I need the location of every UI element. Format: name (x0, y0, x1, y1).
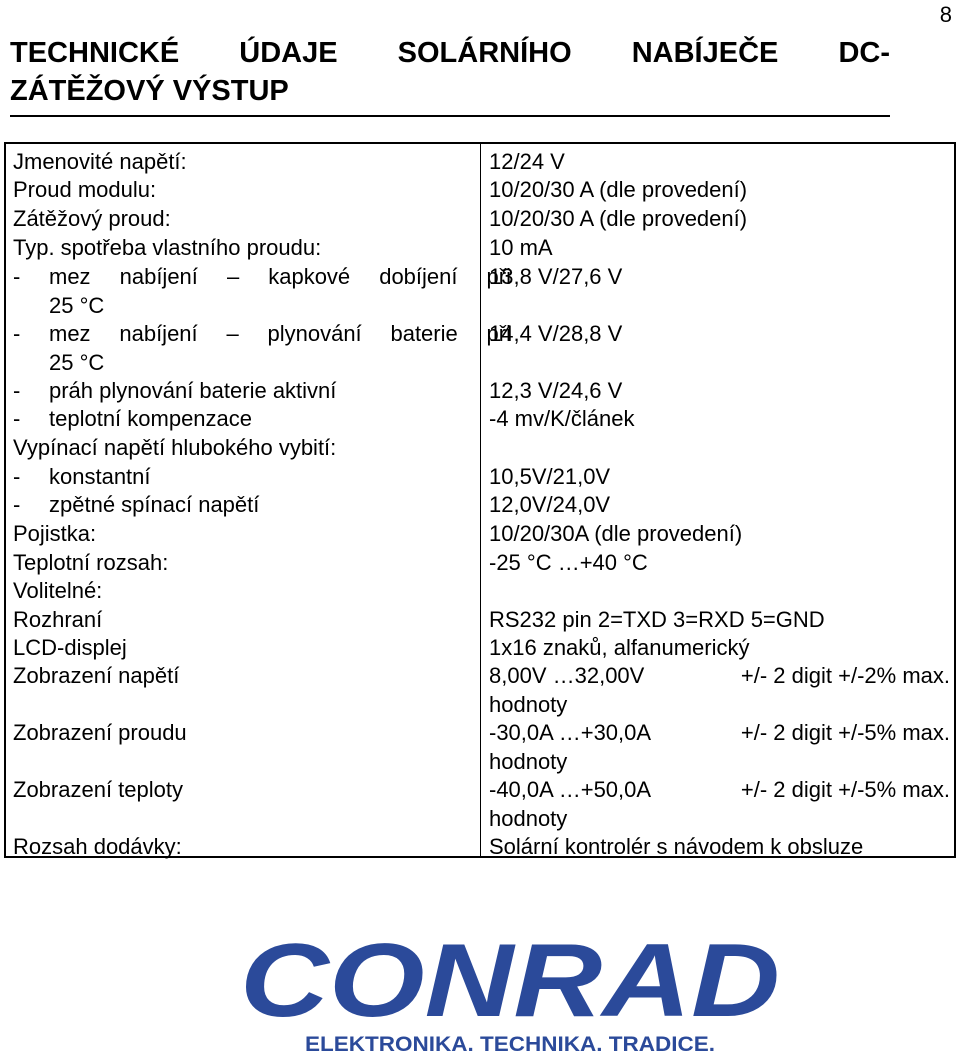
list-dash: - (13, 378, 21, 403)
spec-table (4, 142, 956, 858)
list-dash: - (13, 406, 21, 431)
spec-label-current-display: Zobrazení proudu (13, 720, 187, 745)
spec-label-temp-display: Zobrazení teploty (13, 777, 183, 802)
title-word: ÚDAJE (239, 37, 338, 69)
label-line: mez nabíjení – plynování baterie při (49, 321, 511, 346)
logo-wordmark: CONRAD (240, 923, 780, 1039)
spec-label-module-current: Proud modulu: (13, 177, 157, 202)
spec-label-fuse: Pojistka: (13, 521, 97, 546)
spec-label-constant (13, 462, 511, 491)
spec-value-module-current: 10/20/30 A (dle provedení) (489, 177, 748, 202)
list-dash: - (13, 464, 21, 489)
spec-value-delivery: Solární kontrolér s návodem k obsluze (489, 834, 864, 859)
label-line: konstantní (49, 464, 151, 489)
label-line: teplotní kompenzace (49, 406, 253, 431)
spec-label-temp-range: Teplotní rozsah: (13, 550, 169, 575)
label-line: mez nabíjení – kapkové dobíjení při (49, 264, 511, 289)
list-dash: - (13, 264, 21, 289)
label-line: zpětné spínací napětí (49, 492, 260, 517)
spec-label-interface: Rozhraní (13, 607, 103, 632)
spec-value-constant: 10,5V/21,0V (489, 464, 611, 489)
spec-value-rated-voltage: 12/24 V (489, 149, 565, 174)
value-line: hodnoty (489, 749, 568, 774)
spec-value-reconnect: 12,0V/24,0V (489, 492, 611, 517)
spec-value-self-consumption: 10 mA (489, 235, 553, 260)
spec-value-interface: RS232 pin 2=TXD 3=RXD 5=GND (489, 607, 825, 632)
list-dash: - (13, 492, 21, 517)
label-line: práh plynování baterie aktivní (49, 378, 337, 403)
range-text: -30,0A …+30,0A (489, 720, 652, 745)
logo-tagline: ELEKTRONIKA. TECHNIKA. TRADICE. (305, 1033, 715, 1056)
spec-value-load-current: 10/20/30 A (dle provedení) (489, 206, 748, 231)
spec-label-delivery: Rozsah dodávky: (13, 834, 182, 859)
title-word: TECHNICKÉ (10, 37, 180, 69)
list-dash: - (13, 321, 21, 346)
value-line: hodnoty (489, 692, 568, 717)
accuracy-text: +/- 2 digit +/-5% max. (740, 720, 950, 745)
spec-label-voltage-display: Zobrazení napětí (13, 663, 180, 688)
accuracy-text: +/- 2 digit +/-2% max. (740, 663, 950, 688)
spec-label-temp-compensation (13, 404, 511, 433)
title-line-2: ZÁTĚŽOVÝ VÝSTUP (10, 75, 289, 107)
label-line: 25 °C (49, 293, 105, 318)
spec-value-temp-display (489, 775, 950, 833)
spec-label-rated-voltage: Jmenovité napětí: (13, 149, 187, 174)
spec-value-gassing-threshold: 12,3 V/24,6 V (489, 378, 623, 403)
spec-label-gassing-threshold (13, 376, 511, 405)
spec-value-current-display (489, 718, 950, 776)
spec-value-temp-range: -25 °C …+40 °C (489, 550, 648, 575)
conrad-logo (220, 918, 800, 1058)
spec-value-trickle-limit: 13,8 V/27,6 V (489, 264, 623, 289)
page-number: 8 (939, 2, 952, 27)
spec-label-optional: Volitelné: (13, 578, 103, 603)
spec-value-temp-compensation: -4 mv/K/článek (489, 406, 635, 431)
spec-value-lcd: 1x16 znaků, alfanumerický (489, 635, 750, 660)
value-line: hodnoty (489, 806, 568, 831)
range-text: 8,00V …32,00V (489, 663, 645, 688)
spec-value-fuse: 10/20/30A (dle provedení) (489, 521, 743, 546)
accuracy-text: +/- 2 digit +/-5% max. (740, 777, 950, 802)
spec-value-voltage-display (489, 661, 950, 719)
title-word: DC- (838, 37, 890, 69)
title-word: NABÍJEČE (631, 37, 779, 69)
spec-label-deep-discharge: Vypínací napětí hlubokého vybití: (13, 435, 337, 460)
label-line: 25 °C (49, 350, 105, 375)
spec-label-load-current: Zátěžový proud: (13, 206, 171, 231)
page-title (10, 34, 890, 110)
spec-label-trickle-limit (13, 262, 511, 320)
title-word: SOLÁRNÍHO (397, 37, 572, 69)
spec-value-gassing-limit: 14,4 V/28,8 V (489, 321, 623, 346)
spec-label-self-consumption: Typ. spotřeba vlastního proudu: (13, 235, 322, 260)
spec-label-reconnect (13, 490, 511, 519)
spec-label-lcd: LCD-displej (13, 635, 127, 660)
spec-label-gassing-limit (13, 319, 511, 377)
title-underline (10, 115, 890, 117)
range-text: -40,0A …+50,0A (489, 777, 652, 802)
